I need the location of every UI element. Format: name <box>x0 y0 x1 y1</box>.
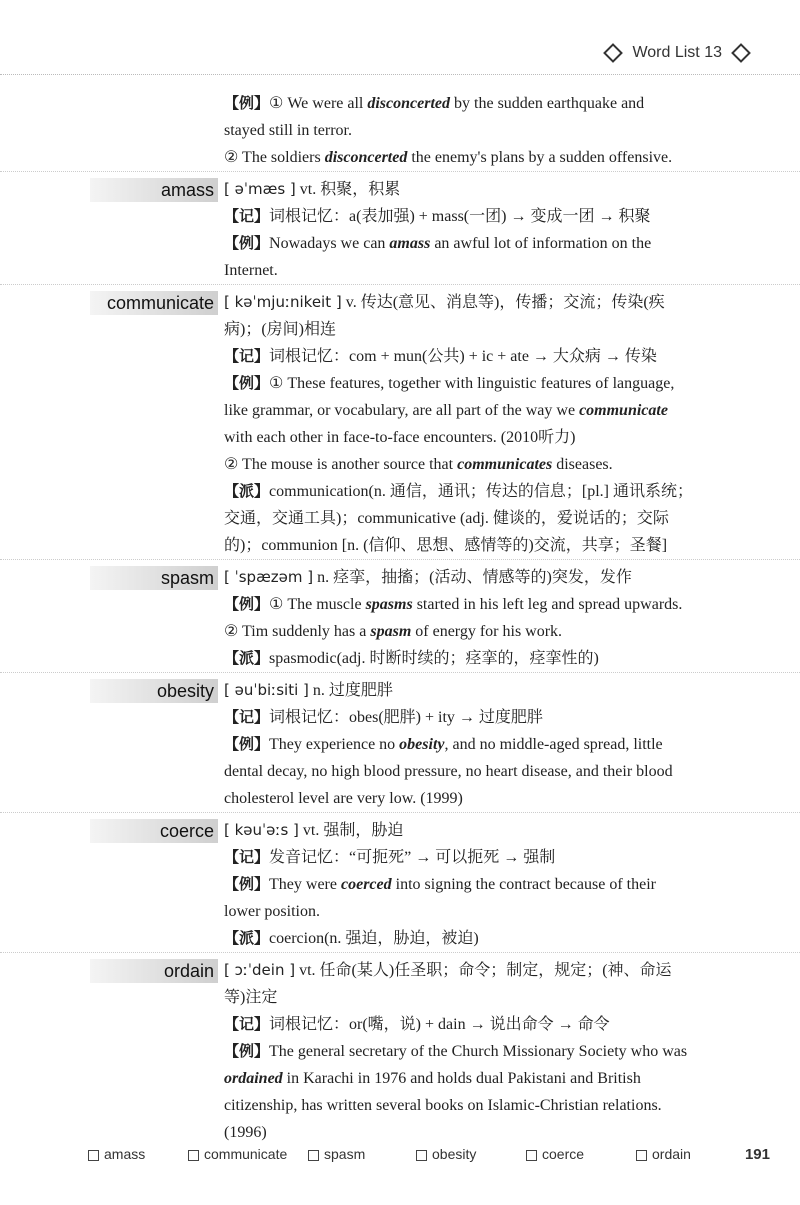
line-text: like grammar, or vocabulary, are all part of the way we <box>224 402 580 419</box>
entry-line <box>224 532 747 559</box>
entry-line <box>224 925 747 952</box>
line-text: 词根记忆：a(表加强) + mass(一团) → 变成一团 → 积聚 <box>269 208 651 225</box>
word-list-title: Word List 13 <box>632 44 722 61</box>
section-tag: 【例】 <box>224 234 270 252</box>
line-text: ① These features, together with linguistic features of language, <box>269 375 675 392</box>
entry-line <box>224 677 747 704</box>
line-text: They were <box>269 876 341 893</box>
footer-word-item <box>308 1146 365 1162</box>
line-text: stayed still in terror. <box>224 122 352 139</box>
definition-text: n. 过度肥胖 <box>308 682 393 699</box>
line-text: the enemy's plans by a sudden offensive. <box>407 149 673 166</box>
entry-line <box>224 564 747 591</box>
headword-label: ordain <box>90 959 218 983</box>
headword-label: coerce <box>90 819 218 843</box>
checkbox-icon <box>188 1150 199 1161</box>
line-text: dental decay, no high blood pressure, no heart disease, and their blood <box>224 763 673 780</box>
entry-line <box>224 984 747 1011</box>
pronunciation: [ ˈspæzəm ] <box>224 568 314 586</box>
entry-line <box>224 1119 747 1146</box>
line-text: coercion(n. 强迫，胁迫，被迫) <box>269 930 479 947</box>
footer-word-label: amass <box>104 1146 146 1162</box>
line-text: 词根记忆：obes(肥胖) + ity → 过度肥胖 <box>269 709 543 726</box>
line-text: 病)；(房间)相连 <box>224 321 336 338</box>
section-tag: 【例】 <box>224 1042 270 1060</box>
highlighted-word: disconcerted <box>324 149 408 166</box>
checkbox-icon <box>308 1150 319 1161</box>
entry-line <box>224 871 747 898</box>
line-text: lower position. <box>224 903 320 920</box>
entry-line <box>224 1092 747 1119</box>
entry-line <box>224 230 747 257</box>
page-number: 191 <box>744 1146 770 1163</box>
header-divider <box>0 74 800 75</box>
entry-line <box>224 451 747 478</box>
entry-line <box>224 957 747 984</box>
footer-word-item <box>88 1146 145 1162</box>
entries-container <box>0 86 800 1146</box>
word-entry <box>0 171 800 284</box>
checkbox-icon <box>636 1150 647 1161</box>
line-text: diseases. <box>552 456 613 473</box>
line-text: started in his left leg and spread upwards. <box>412 596 683 613</box>
line-text: by the sudden earthquake and <box>450 95 645 112</box>
footer-word-label: ordain <box>652 1146 691 1162</box>
word-entry <box>0 672 800 812</box>
line-text: 词根记忆：or(嘴，说) + dain → 说出命令 → 命令 <box>269 1016 610 1033</box>
section-tag: 【例】 <box>224 875 270 893</box>
pronunciation: [ ɔːˈdein ] <box>224 961 296 979</box>
line-text: with each other in face-to-face encounters. (2010听力) <box>224 429 576 446</box>
line-text: ② Tim suddenly has a <box>224 623 371 640</box>
entry-line <box>224 203 747 230</box>
highlighted-word: communicate <box>579 402 668 419</box>
footer-word-label: obesity <box>432 1146 477 1162</box>
footer-word-label: communicate <box>204 1146 288 1162</box>
section-tag: 【派】 <box>224 929 270 947</box>
line-text: citizenship, has written several books on Islamic-Christian relations. <box>224 1097 662 1114</box>
definition-text: n. 痉挛，抽搐；(活动、情感等的)突发，发作 <box>313 569 632 586</box>
entry-line <box>224 758 747 785</box>
line-text: The general secretary of the Church Missionary Society who was <box>269 1043 688 1060</box>
entry-line <box>224 505 747 532</box>
highlighted-word: spasm <box>370 623 412 640</box>
word-entry <box>0 559 800 672</box>
pronunciation: [ kəuˈəːs ] <box>224 821 299 839</box>
entry-line <box>224 90 747 117</box>
checkbox-icon <box>526 1150 537 1161</box>
headword-label: amass <box>90 178 218 202</box>
entry-line <box>224 343 747 370</box>
line-text: 等)注定 <box>224 989 278 1006</box>
footer-word-item <box>416 1146 476 1162</box>
entry-line <box>224 645 747 672</box>
line-text: ② The soldiers <box>224 149 325 166</box>
word-entry <box>0 86 800 171</box>
footer-word-item <box>188 1146 287 1162</box>
highlighted-word: spasms <box>365 596 413 613</box>
highlighted-word: amass <box>389 235 431 252</box>
line-text: They experience no <box>269 736 400 753</box>
headword-label: communicate <box>90 291 218 315</box>
word-entry <box>0 284 800 559</box>
line-text: Nowadays we can <box>269 235 390 252</box>
entry-line <box>224 844 747 871</box>
section-tag: 【记】 <box>224 347 270 365</box>
definition-text: vt. 任命(某人)任圣职；命令；制定，规定；(神、命运 <box>295 962 672 979</box>
line-text: , and no middle-aged spread, little <box>444 736 663 753</box>
entry-line <box>224 370 747 397</box>
line-text: 词根记忆：com + mun(公共) + ic + ate → 大众病 → 传染 <box>269 348 657 365</box>
definition-text: vt. 积聚，积累 <box>295 181 401 198</box>
line-text: spasmodic(adj. 时断时续的；痉挛的，痉挛性的) <box>269 650 599 667</box>
entry-line <box>224 424 747 451</box>
diamond-icon <box>604 43 624 63</box>
word-entry <box>0 812 800 952</box>
pronunciation: [ kəˈmjuːnikeit ] <box>224 293 342 311</box>
entry-line <box>224 1038 747 1065</box>
section-tag: 【例】 <box>224 595 270 613</box>
highlighted-word: disconcerted <box>367 95 451 112</box>
footer-word-item <box>636 1146 691 1162</box>
highlighted-word: coerced <box>340 876 392 893</box>
line-text: of energy for his work. <box>411 623 563 640</box>
headword-label: obesity <box>90 679 218 703</box>
line-text: ① The muscle <box>269 596 366 613</box>
line-text: in Karachi in 1976 and holds dual Pakistani and British <box>282 1070 641 1087</box>
entry-line <box>224 731 747 758</box>
entry-line <box>224 478 747 505</box>
line-text: Internet. <box>224 262 278 279</box>
headword-label: spasm <box>90 566 218 590</box>
entry-line <box>224 1065 747 1092</box>
pronunciation: [ əuˈbiːsiti ] <box>224 681 309 699</box>
checkbox-icon <box>88 1150 99 1161</box>
pronunciation: [ əˈmæs ] <box>224 180 296 198</box>
line-text: cholesterol level are very low. (1999) <box>224 790 463 807</box>
entry-line <box>224 817 747 844</box>
section-tag: 【记】 <box>224 1015 270 1033</box>
word-entry <box>0 952 800 1146</box>
entry-line <box>224 289 747 316</box>
highlighted-word: communicates <box>457 456 553 473</box>
line-text: an awful lot of information on the <box>430 235 652 252</box>
section-tag: 【记】 <box>224 848 270 866</box>
entry-line <box>224 176 747 203</box>
section-tag: 【派】 <box>224 649 270 667</box>
line-text: into signing the contract because of their <box>391 876 656 893</box>
entry-line <box>224 898 747 925</box>
line-text: 的)；communion [n. (信仰、思想、感情等的)交流，共享；圣餐] <box>224 537 668 554</box>
entry-line <box>224 316 747 343</box>
line-text: communication(n. 通信，通讯；传达的信息；[pl.] 通讯系统； <box>269 483 693 500</box>
entry-line <box>224 397 747 424</box>
entry-line <box>224 785 747 812</box>
highlighted-word: obesity <box>399 736 445 753</box>
line-text: 交通，交通工具)；communicative (adj. 健谈的，爱说话的；交际 <box>224 510 669 527</box>
section-tag: 【例】 <box>224 735 270 753</box>
definition-text: vt. 强制，胁迫 <box>298 822 404 839</box>
line-text: ② The mouse is another source that <box>224 456 458 473</box>
line-text: (1996) <box>224 1124 267 1141</box>
footer-word-label: spasm <box>324 1146 366 1162</box>
entry-line <box>224 591 747 618</box>
page-header <box>602 44 752 62</box>
entry-line <box>224 1011 747 1038</box>
entry-line <box>224 618 747 645</box>
section-tag: 【例】 <box>224 374 270 392</box>
section-tag: 【派】 <box>224 482 270 500</box>
line-text: 发音记忆：“可扼死” → 可以扼死 → 强制 <box>269 849 556 866</box>
section-tag: 【记】 <box>224 207 270 225</box>
footer-word-label: coerce <box>542 1146 585 1162</box>
footer-word-item <box>526 1146 584 1162</box>
entry-line <box>224 704 747 731</box>
highlighted-word: ordained <box>224 1070 283 1087</box>
line-text: ① We were all <box>269 95 368 112</box>
checkbox-icon <box>416 1150 427 1161</box>
entry-line <box>224 117 747 144</box>
entry-line <box>224 257 747 284</box>
definition-text: v. 传达(意见、消息等)，传播；交流；传染(疾 <box>341 294 665 311</box>
entry-line <box>224 144 747 171</box>
diamond-icon <box>731 43 751 63</box>
section-tag: 【例】 <box>224 94 270 112</box>
section-tag: 【记】 <box>224 708 270 726</box>
